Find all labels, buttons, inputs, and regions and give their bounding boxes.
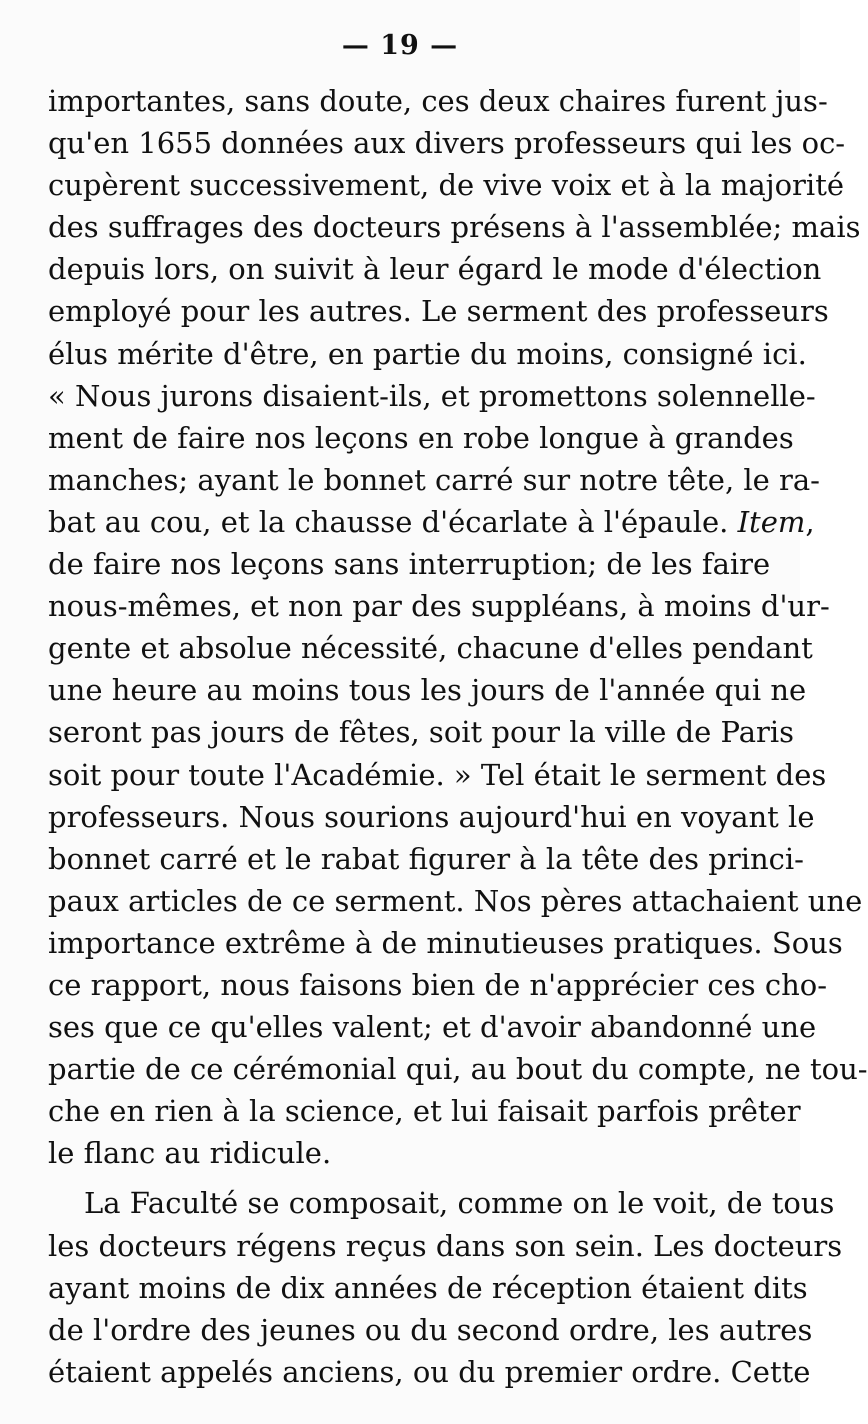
text-line: cupèrent successivement, de vive voix et à la majorité bbox=[48, 168, 845, 203]
text-line: La Faculté se composait, comme on le voit, de tous bbox=[84, 1186, 835, 1221]
text-line: nous-mêmes, et non par des suppléans, à moins d'ur- bbox=[48, 589, 830, 624]
text-line: élus mérite d'être, en partie du moins, consigné ici. bbox=[48, 336, 807, 371]
text-line: bat au cou, et la chausse d'écarlate à l'épaule. Item, bbox=[48, 504, 815, 539]
italic-word: Item bbox=[737, 504, 806, 539]
paragraph-break bbox=[48, 1174, 760, 1182]
text-line: employé pour les autres. Le serment des professeurs bbox=[48, 294, 829, 329]
text-line: les docteurs régens reçus dans son sein. Les docteurs bbox=[48, 1228, 843, 1263]
text-line: qu'en 1655 données aux divers professeurs qui les oc- bbox=[48, 126, 846, 161]
text-line: partie de ce cérémonial qui, au bout du compte, ne tou- bbox=[48, 1052, 868, 1087]
text-line: gente et absolue nécessité, chacune d'elles pendant bbox=[48, 631, 813, 666]
text-line: paux articles de ce serment. Nos pères attachaient une bbox=[48, 883, 863, 918]
text-line: le flanc au ridicule. bbox=[48, 1136, 332, 1171]
text-line: des suffrages des docteurs présens à l'assemblée; mais bbox=[48, 210, 861, 245]
text-line: « Nous jurons disaient-ils, et promettons solennelle- bbox=[48, 378, 816, 413]
text-line: une heure au moins tous les jours de l'année qui ne bbox=[48, 673, 807, 708]
text-line: bonnet carré et le rabat figurer à la tête des princi- bbox=[48, 841, 804, 876]
text-line: ayant moins de dix années de réception étaient dits bbox=[48, 1270, 808, 1305]
text-line: che en rien à la science, et lui faisait parfois prêter bbox=[48, 1094, 801, 1129]
text-line: ses que ce qu'elles valent; et d'avoir abandonné une bbox=[48, 1010, 817, 1045]
text-line: manches; ayant le bonnet carré sur notre tête, le ra- bbox=[48, 462, 820, 497]
text-line: ce rapport, nous faisons bien de n'apprécier ces cho- bbox=[48, 967, 828, 1002]
page-number: — 19 — bbox=[341, 30, 459, 61]
text-line: importantes, sans doute, ces deux chaires furent jus- bbox=[48, 84, 828, 118]
text-line: seront pas jours de fêtes, soit pour la ville de Paris bbox=[48, 715, 795, 750]
body-text bbox=[48, 80, 868, 1393]
text-line: importance extrême à de minutieuses pratiques. Sous bbox=[48, 925, 843, 960]
text-line: depuis lors, on suivit à leur égard le mode d'élection bbox=[48, 252, 822, 287]
text-line: professeurs. Nous sourions aujourd'hui en voyant le bbox=[48, 799, 815, 834]
text-line: ment de faire nos leçons en robe longue à grandes bbox=[48, 420, 794, 455]
text-line: soit pour toute l'Académie. » Tel était le serment des bbox=[48, 757, 827, 792]
text-line: de l'ordre des jeunes ou du second ordre, les autres bbox=[48, 1312, 813, 1347]
text-line: étaient appelés anciens, ou du premier ordre. Cette bbox=[48, 1354, 811, 1389]
text-line: de faire nos leçons sans interruption; de les faire bbox=[48, 547, 771, 582]
